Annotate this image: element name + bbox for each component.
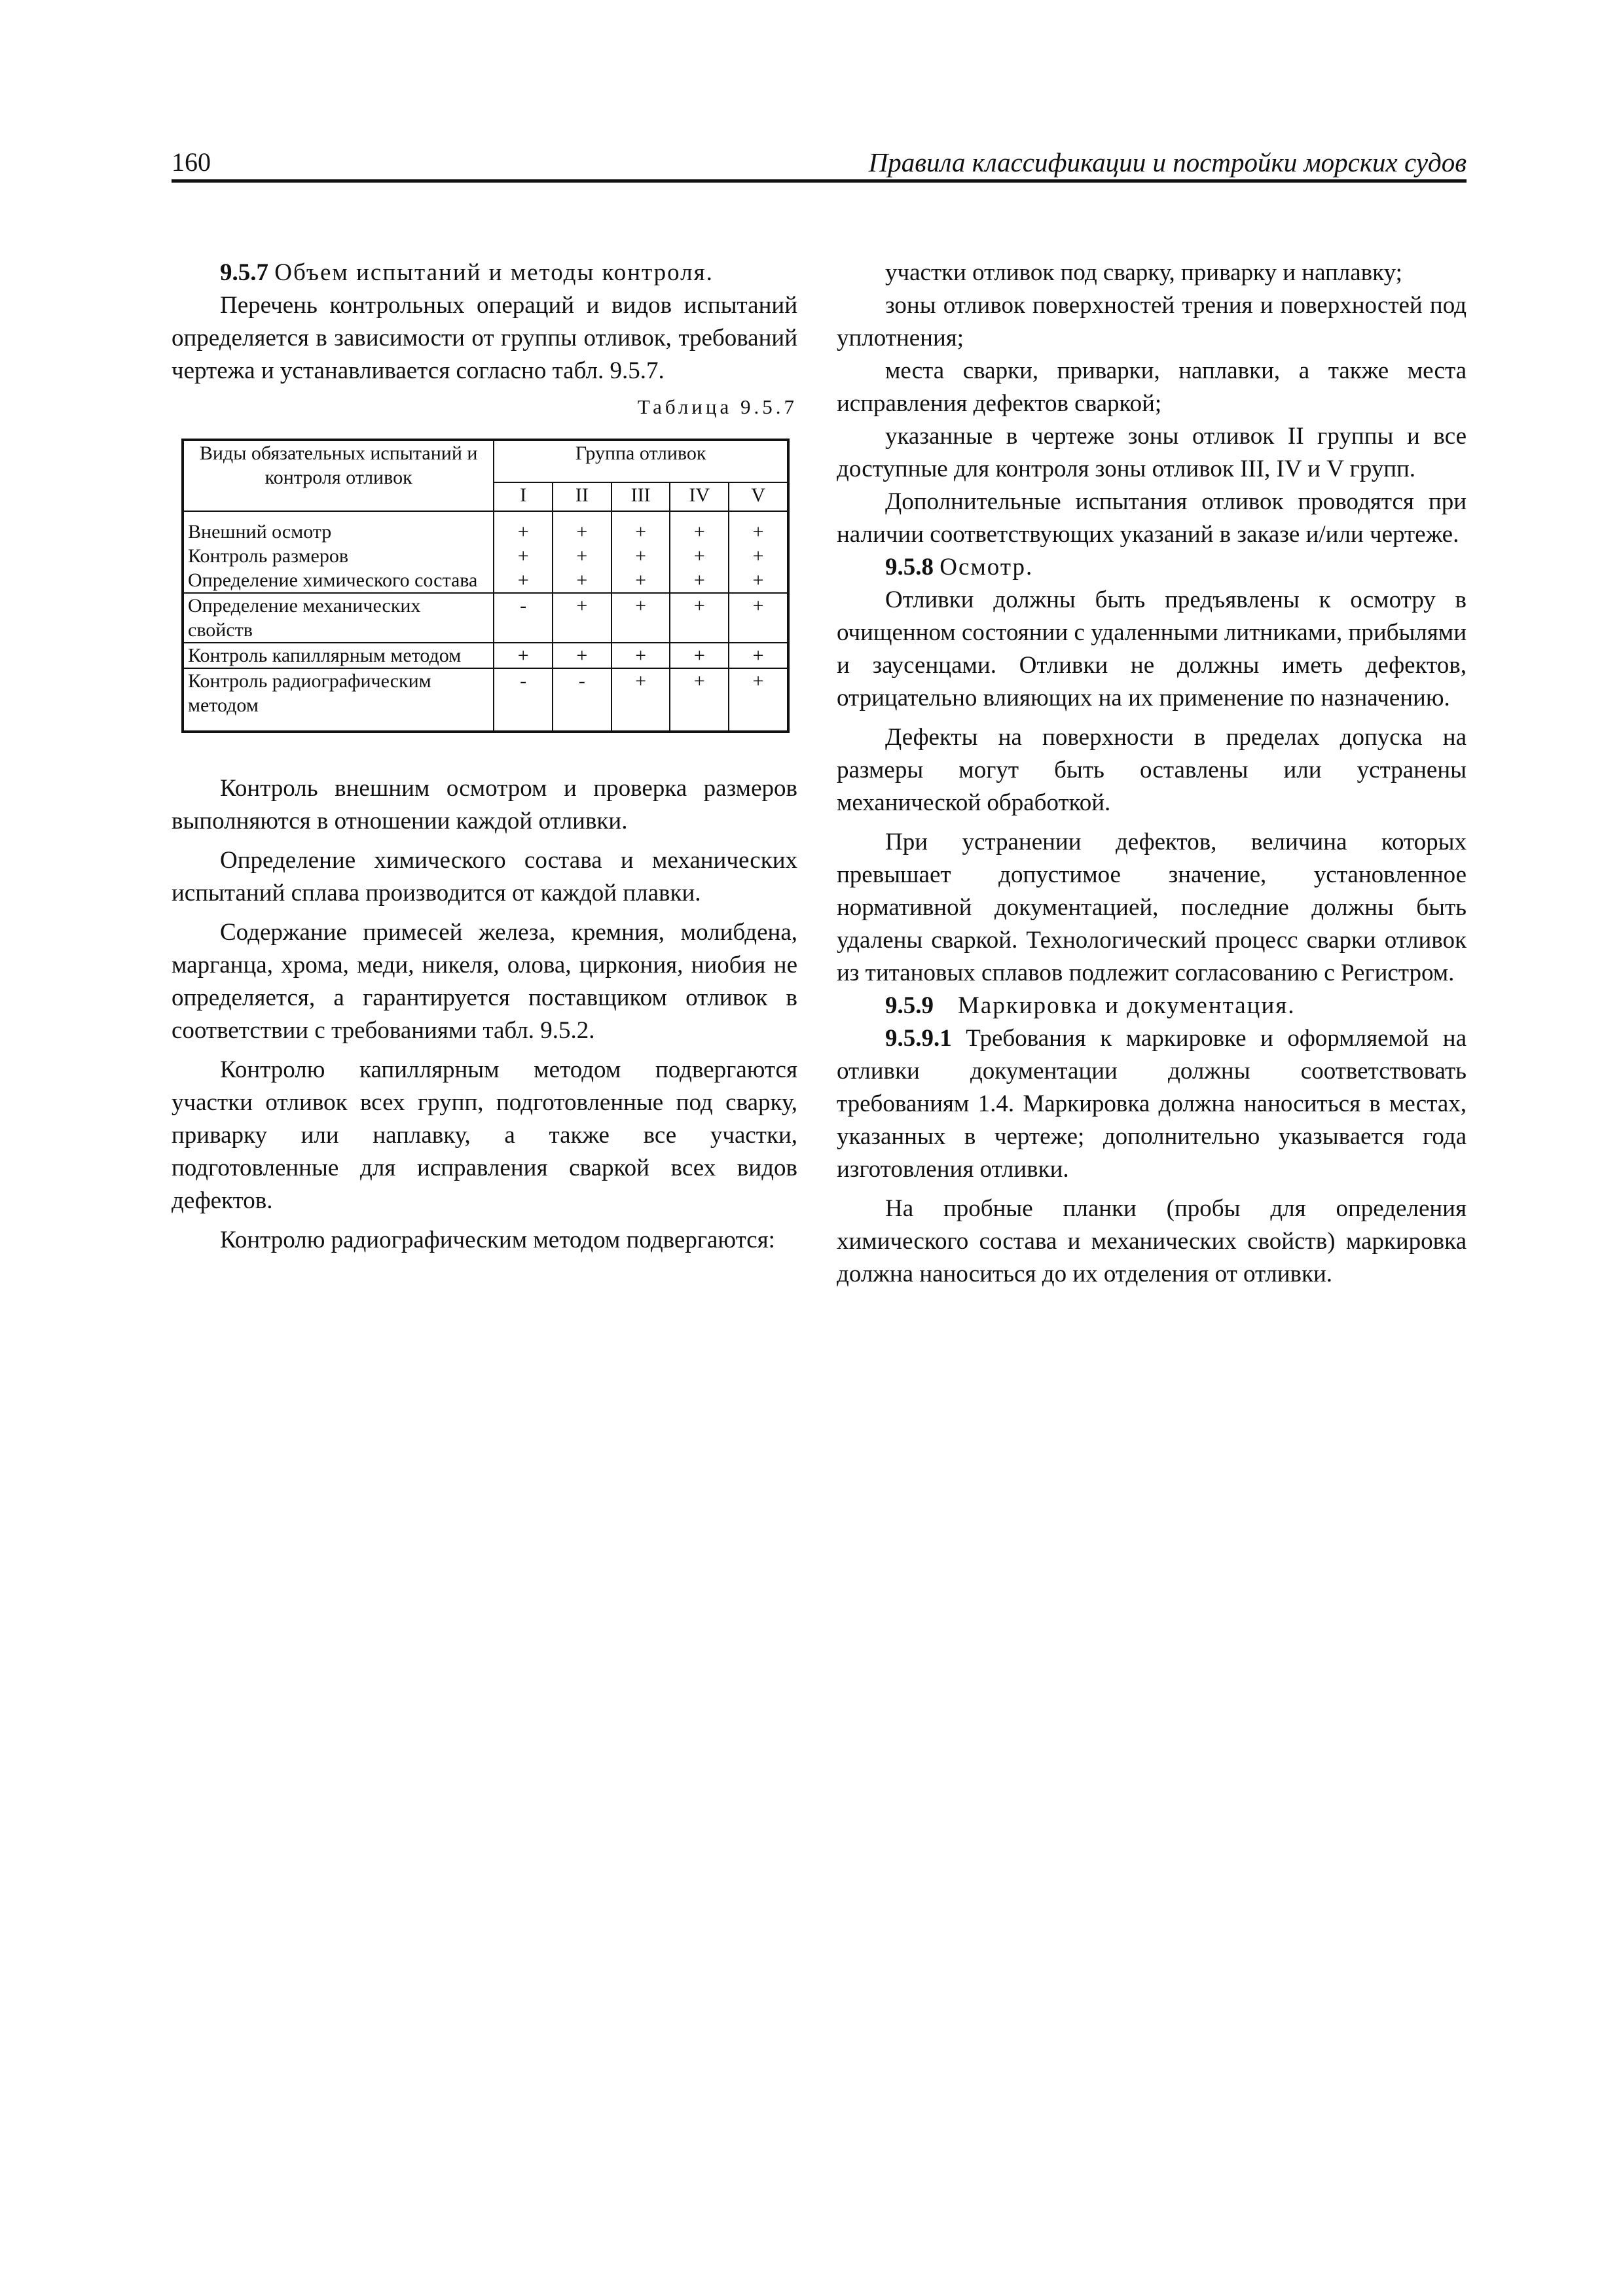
section-title: Маркировка и документация. bbox=[958, 992, 1296, 1019]
paragraph: Дефекты на поверхности в пределах допуска на размеры могут быть оставлены или устранены механической обработкой. bbox=[837, 724, 1467, 816]
mark-cell: - bbox=[494, 668, 553, 732]
test-name: Контроль размеров bbox=[188, 545, 349, 567]
paragraph: Дополнительные испытания отливок проводятся при наличии соответствующих указаний в заказе и/или чертеже. bbox=[837, 488, 1467, 548]
group-col-header: III bbox=[611, 482, 670, 511]
group-col-header: IV bbox=[670, 482, 729, 511]
test-name: Внешний осмотр bbox=[188, 521, 332, 543]
section-9-5-8-heading bbox=[837, 551, 1467, 584]
mark-cell: + bbox=[576, 545, 588, 567]
table-caption: Таблица 9.5.7 bbox=[637, 395, 797, 418]
mark-cell: + bbox=[517, 521, 529, 543]
paragraph: Определение химического состава и механических испытаний сплава производится от каждой плавки. bbox=[172, 847, 797, 906]
mark-cell: + bbox=[752, 545, 764, 567]
mark-cell: + bbox=[635, 569, 647, 591]
mark-cell: + bbox=[729, 668, 788, 732]
paragraph-text: Требования к маркировке и оформляемой на отливки документации должны соответствовать требованиям 1.4. Маркировка должна наноситься в местах, указанных в чертеже; дополнительно указывается года изготовления отливки. bbox=[837, 1025, 1467, 1183]
paragraph: Контролю радиографическим методом подвергаются: bbox=[220, 1227, 775, 1253]
paragraph: Перечень контрольных операций и видов испытаний определяется в зависимости от группы отливок, требований чертежа и устанавливается согласно табл. 9.5.7. bbox=[172, 292, 797, 384]
section-title: Объем испытаний и методы контроля. bbox=[274, 259, 714, 286]
tests-table bbox=[181, 439, 790, 733]
test-name: Определение механических свойств bbox=[183, 593, 494, 643]
mark-cell: + bbox=[670, 668, 729, 732]
paragraph: Содержание примесей железа, кремния, молибдена, марганца, хрома, меди, никеля, олова, циркония, ниобия не определяется, а гарантируется поставщиком отливок в соответствии с требованиями табл. 9.5.2. bbox=[172, 919, 797, 1044]
mark-cell: + bbox=[752, 521, 764, 543]
list-item: места сварки, приварки, наплавки, а также места исправления дефектов сваркой; bbox=[837, 357, 1467, 417]
section-title: Осмотр. bbox=[939, 554, 1034, 581]
left-column bbox=[172, 257, 797, 1257]
group-col-header: V bbox=[729, 482, 788, 511]
mark-cell: + bbox=[729, 643, 788, 668]
section-9-5-9-heading bbox=[837, 990, 1467, 1022]
mark-cell: + bbox=[576, 521, 588, 543]
mark-cell: + bbox=[553, 643, 611, 668]
section-9-5-7-heading bbox=[172, 257, 797, 289]
list-item: указанные в чертеже зоны отливок II группы и все доступные для контроля зоны отливок III, IV и V групп. bbox=[837, 423, 1467, 482]
mark-cell: + bbox=[670, 593, 729, 643]
table-row bbox=[183, 668, 788, 732]
table-row bbox=[183, 593, 788, 643]
test-name: Контроль радиографическим методом bbox=[183, 668, 494, 732]
section-number: 9.5.9 bbox=[885, 992, 934, 1019]
mark-cell: + bbox=[517, 545, 529, 567]
paragraph: Контролю капиллярным методом подвергаются участки отливок всех групп, подготовленные под сварку, приварку или наплавку, а также все участки, подготовленные для исправления сваркой всех видов дефектов. bbox=[172, 1056, 797, 1214]
paragraph-9-5-9-1 bbox=[837, 1022, 1467, 1186]
test-name: Контроль капиллярным методом bbox=[183, 643, 494, 668]
paragraph: На пробные планки (пробы для определения химического состава и механических свойств) маркировка должна наноситься до их отделения от отливки. bbox=[837, 1195, 1467, 1287]
group-col-header: I bbox=[494, 482, 553, 511]
page-header bbox=[172, 145, 1467, 183]
mark-cell: + bbox=[553, 593, 611, 643]
mark-cell: - bbox=[553, 668, 611, 732]
table-header-tests: Виды обязательных испытаний и контроля отливок bbox=[183, 440, 494, 511]
section-number: 9.5.7 bbox=[220, 259, 268, 286]
paragraph: Контроль внешним осмотром и проверка размеров выполняются в отношении каждой отливки. bbox=[172, 775, 797, 834]
mark-cell: - bbox=[494, 593, 553, 643]
mark-cell: + bbox=[752, 569, 764, 591]
mark-cell: + bbox=[494, 643, 553, 668]
mark-cell: + bbox=[517, 569, 529, 591]
table-row bbox=[183, 643, 788, 668]
test-name: Определение химического состава bbox=[188, 569, 478, 591]
mark-cell: + bbox=[576, 569, 588, 591]
mark-cell: + bbox=[635, 521, 647, 543]
right-column bbox=[837, 257, 1467, 1291]
mark-cell: + bbox=[693, 545, 705, 567]
mark-cell: + bbox=[611, 668, 670, 732]
running-title: Правила классификации и постройки морских судов bbox=[868, 147, 1467, 177]
mark-cell: + bbox=[693, 569, 705, 591]
paragraph: Отливки должны быть предъявлены к осмотру в очищенном состоянии с удаленными литниками, прибылями и заусенцами. Отливки не должны иметь дефектов, отрицательно влияющих на их применение по назначению. bbox=[837, 586, 1467, 711]
list-item: участки отливок под сварку, приварку и наплавку; bbox=[885, 259, 1402, 286]
mark-cell: + bbox=[611, 593, 670, 643]
mark-cell: + bbox=[635, 545, 647, 567]
page-number: 160 bbox=[172, 147, 211, 177]
group-col-header: II bbox=[553, 482, 611, 511]
mark-cell: + bbox=[611, 643, 670, 668]
table-header-group: Группа отливок bbox=[494, 440, 788, 482]
paragraph: При устранении дефектов, величина которых превышает допустимое значение, установленное нормативной документацией, последние должны быть удалены сваркой. Технологический процесс сварки отливок из титановых сплавов подлежит согласованию с Регистром. bbox=[837, 829, 1467, 986]
table-row bbox=[183, 511, 788, 593]
mark-cell: + bbox=[670, 643, 729, 668]
list-item: зоны отливок поверхностей трения и поверхностей под уплотнения; bbox=[837, 292, 1467, 351]
section-number: 9.5.8 bbox=[885, 554, 934, 581]
mark-cell: + bbox=[693, 521, 705, 543]
mark-cell: + bbox=[729, 593, 788, 643]
section-number: 9.5.9.1 bbox=[885, 1025, 952, 1052]
